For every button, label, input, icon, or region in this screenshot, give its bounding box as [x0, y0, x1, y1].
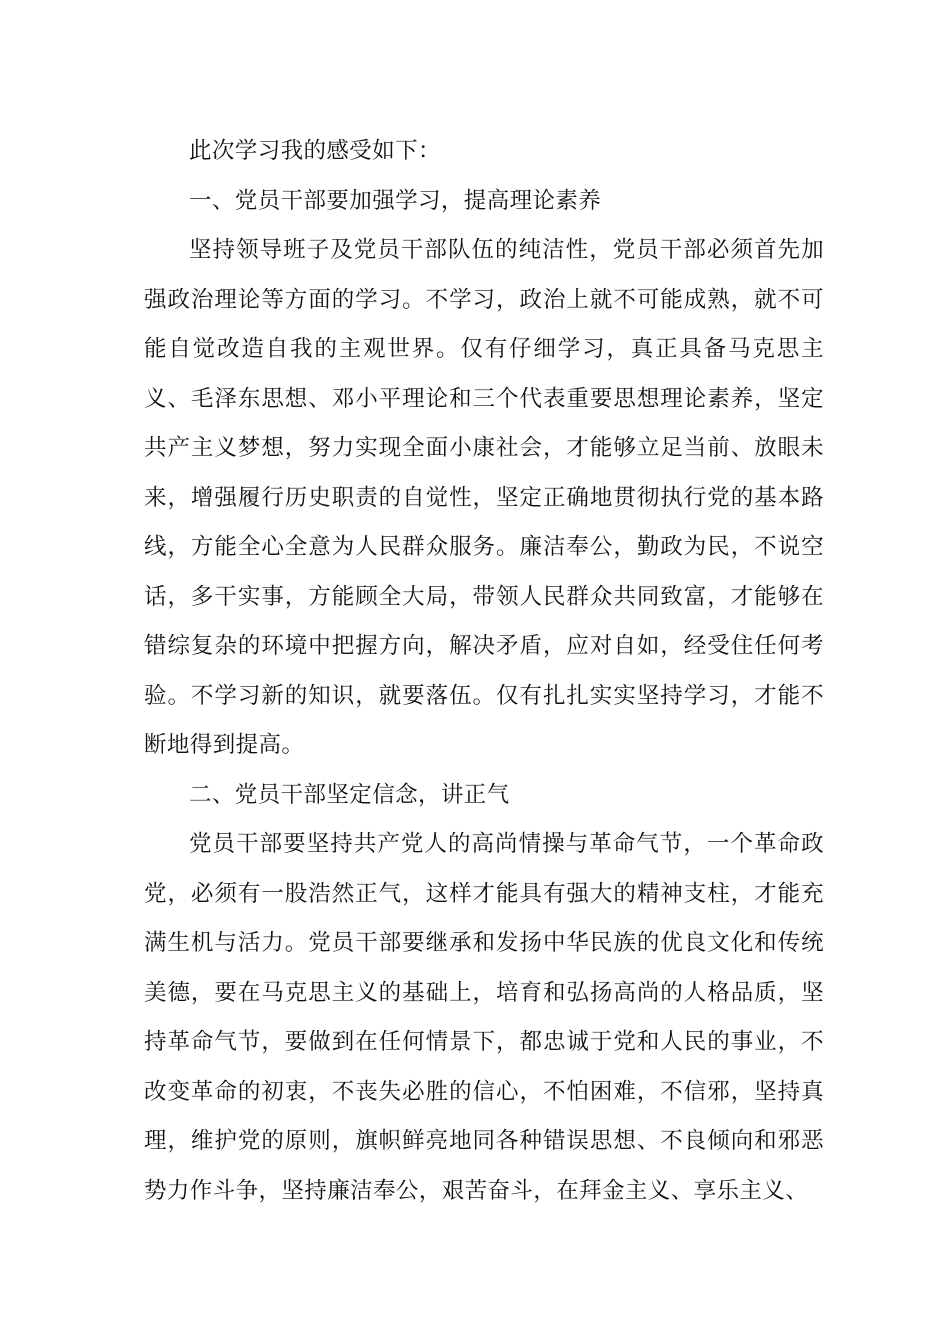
intro-paragraph: 此次学习我的感受如下：	[189, 138, 441, 164]
body-paragraph-2: 党员干部要坚持共产党人的高尚情操与革命气节，一个革命政党，必须有一股浩然正气，这样才能具有强大的精神支柱，才能充满生机与活力。党员干部要继承和发扬中华民族的优良文化和传统美德，要在马克思主义的基础上，培育和弘扬高尚的人格品质，坚持革命气节，要做到在任何情景下，都忠诚于党和人民的事业，不改变革命的初衷，不丧失必胜的信心，不怕困难，不信邪，坚持真理，维护党的原则，旗帜鲜亮地同各种错误思想、不良倾向和邪恶势力作斗争，坚持廉洁奉公，艰苦奋斗，在拜金主义、享乐主义、	[144, 831, 824, 1204]
document-body	[144, 127, 824, 1216]
section-heading-2: 二、党员干部坚定信念，讲正气	[189, 781, 510, 808]
section-heading-1: 一、党员干部要加强学习，提高理论素养	[189, 187, 602, 214]
body-paragraph-1: 坚持领导班子及党员干部队伍的纯洁性，党员干部必须首先加强政治理论等方面的学习。不学习，政治上就不可能成熟，就不可能自觉改造自我的主观世界。仅有仔细学习，真正具备马克思主义、毛泽东思想、邓小平理论和三个代表重要思想理论素养，坚定共产主义梦想，努力实现全面小康社会，才能够立足当前、放眼未来，增强履行历史职责的自觉性，坚定正确地贯彻执行党的基本路线，方能全心全意为人民群众服务。廉洁奉公，勤政为民，不说空话，多干实事，方能顾全大局，带领人民群众共同致富，才能够在错综复杂的环境中把握方向，解决矛盾，应对自如，经受住任何考验。不学习新的知识，就要落伍。仅有扎扎实实坚持学习，才能不断地得到提高。	[144, 237, 824, 758]
